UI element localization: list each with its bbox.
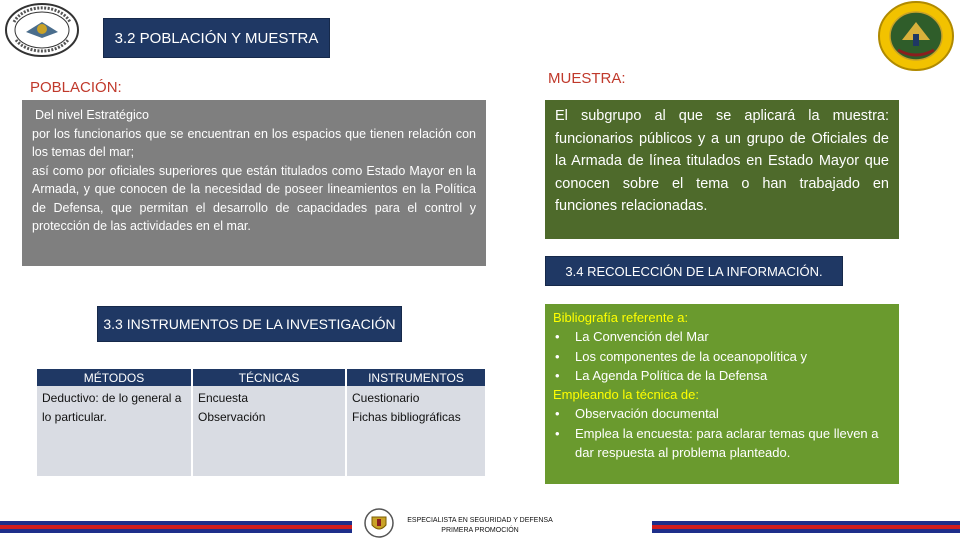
muestra-text: El subgrupo al que se aplicará la muestra: funcionarios públicos y a un grupo de Oficiales de la Armada de línea titulados en Estado Mayor que conocen sobre el tema o han trabajado en funciones relacionadas. [555,108,889,214]
footer-line-2: PRIMERA PROMOCIÓN [441,527,519,534]
armed-forces-seal-logo [4,2,80,58]
table-cell-instrumentos [346,386,485,476]
bibliografia-heading: Bibliografía referente a: [553,310,689,325]
poblacion-line-1: Del nivel Estratégico [35,108,149,122]
list-item: • Los componentes de la oceanopolítica y [553,347,891,366]
footer-line-1: ESPECIALISTA EN SEGURIDAD Y DEFENSA [407,517,553,524]
muestra-box [545,100,899,239]
poblacion-line-2: por los funcionarios que se encuentran en los espacios que tienen relación con los temas del mar; [32,126,476,159]
footer-stripes-left [0,521,352,533]
tecnica-list [553,404,891,462]
column-header-tecnicas: TÉCNICAS [192,369,346,386]
list-item: • Emplea la encuesta: para aclarar temas que lleven a dar respuesta al problema planteado. [553,424,891,463]
promotion-crest-icon [363,508,395,538]
bibliografia-list [553,327,891,385]
list-item: • La Agenda Política de la Defensa [553,366,891,385]
tecnica-heading: Empleando la técnica de: [553,387,699,403]
footer-caption [400,516,560,536]
footer-stripes-right [652,521,960,533]
table-cell-tecnicas [192,386,346,476]
table-cell-metodos [37,386,192,476]
list-item: • Observación documental [553,404,891,423]
cell-text: Fichas bibliográficas [352,410,461,424]
cell-text: Deductivo: de lo general a lo particular. [42,391,182,424]
instrumentos-table [37,369,485,476]
column-header-instrumentos: INSTRUMENTOS [346,369,485,386]
list-item: • La Convención del Mar [553,327,891,346]
recoleccion-box [545,304,899,484]
cell-text: Encuesta [198,391,249,405]
poblacion-box [22,100,486,266]
muestra-label: MUESTRA: [548,70,626,87]
navy-seal-logo [876,0,956,72]
cell-text: Cuestionario [352,391,420,405]
recoleccion-title: 3.4 RECOLECCIÓN DE LA INFORMACIÓN. [545,256,843,286]
table-row [37,386,485,476]
column-header-metodos: MÉTODOS [37,369,192,386]
page-title: 3.2 POBLACIÓN Y MUESTRA [103,18,330,58]
poblacion-line-3: así como por oficiales superiores que están titulados como Estado Mayor en la Armada, y que conocen de la necesidad de poseer lineamientos en la Política de Defensa, que permitan el desarrollo de capacidades para el control y protección de las actividades en el mar. [32,163,476,233]
cell-text: Observación [198,410,266,424]
poblacion-label: POBLACIÓN: [30,79,122,96]
instrumentos-title: 3.3 INSTRUMENTOS DE LA INVESTIGACIÓN [97,306,402,342]
